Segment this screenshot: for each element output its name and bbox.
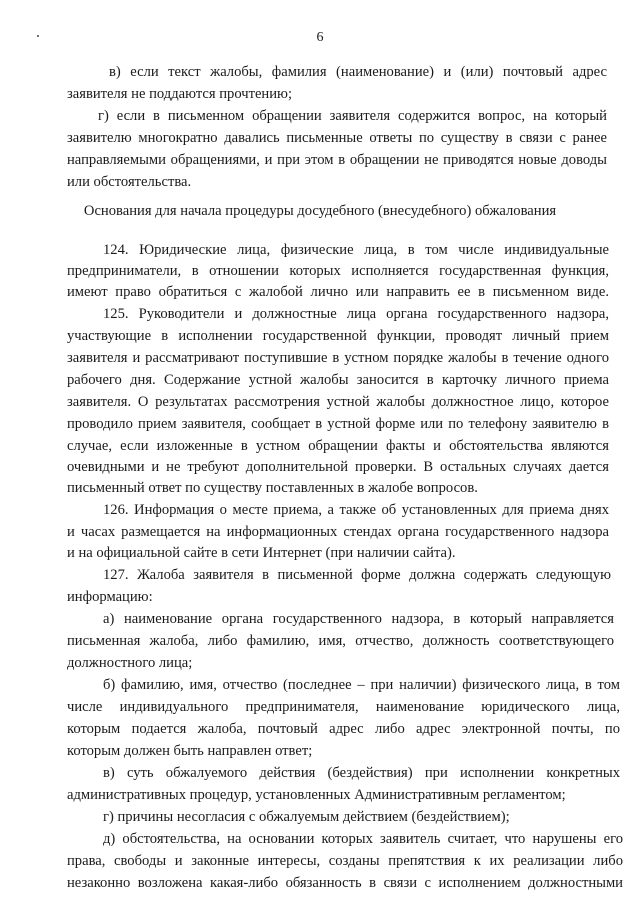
text-line: незаконно возложена какая-либо обязанность в связи с исполнением должностными (67, 875, 623, 891)
text-line: 124. Юридические лица, физические лица, в том числе индивидуальные (103, 242, 609, 258)
text-line: письменный ответ по существу поставленных в жалобе вопросов. (67, 480, 478, 496)
text-line: 126. Информация о месте приема, а также об установленных для приема днях (103, 502, 609, 518)
text-line: проводило прием заявителя, сообщает в устной форме или по телефону заявителю в (67, 416, 609, 432)
text-line: и на официальной сайте в сети Интернет (при наличии сайта). (67, 545, 456, 561)
text-line: и часах размещается на информационных стендах органа государственного надзора (67, 524, 609, 540)
text-line: г) если в письменном обращении заявителя содержится вопрос, на который (98, 108, 607, 124)
text-line: г) причины несогласия с обжалуемым действием (бездействием); (103, 809, 510, 825)
text-line: направляемыми обращениями, и при этом в обращении не приводятся новые доводы (67, 152, 607, 168)
text-line: очевидными и не требуют дополнительной проверки. В остальных случаях дается (67, 459, 609, 475)
text-line: участвующие в исполнении государственной функции, проводят личный прием (67, 328, 609, 344)
text-line: числе индивидуального предпринимателя, наименование юридического лица, (67, 699, 620, 715)
section-heading: Основания для начала процедуры досудебного (внесудебного) обжалования (83, 203, 557, 219)
text-line: или обстоятельства. (67, 174, 192, 190)
text-line: а) наименование органа государственного надзора, в который направляется (103, 611, 614, 627)
text-line: д) обстоятельства, на основании которых заявитель считает, что нарушены его (103, 831, 623, 847)
text-line: случае, если изложенные в устном обращении факты и обстоятельства являются (67, 438, 609, 454)
text-line: заявителя. О результатах рассмотрения устной жалобы должностное лицо, которое (67, 394, 609, 410)
text-line: предприниматели, в отношении которых исполняется государственная функция, (67, 263, 609, 279)
text-line: права, свободы и законные интересы, созданы препятствия к их реализации либо (67, 853, 623, 869)
text-line: в) суть обжалуемого действия (бездействия) при исполнении конкретных (103, 765, 620, 781)
text-line: письменная жалоба, либо фамилию, имя, отчество, должность соответствующего (67, 633, 614, 649)
text-line: которым должен быть направлен ответ; (67, 743, 313, 759)
text-line: заявителя и рассматривают поступившие в устном порядке жалобы в течение одного (67, 350, 609, 366)
text-line: заявителю многократно давались письменные ответы по существу в связи с ранее (67, 130, 607, 146)
text-line: заявителя не поддаются прочтению; (67, 86, 293, 102)
text-line: в) если текст жалобы, фамилия (наименование) и (или) почтовый адрес (109, 64, 607, 80)
text-line: 127. Жалоба заявителя в письменной форме должна содержать следующую (103, 567, 611, 583)
text-line: информацию: (67, 589, 153, 605)
text-line: имеют право обратиться с жалобой лично или направить ее в письменном виде. (67, 284, 609, 300)
page-number: 6 (316, 30, 324, 45)
text-line: б) фамилию, имя, отчество (последнее – при наличии) физического лица, в том (103, 677, 620, 693)
text-line: которым подается жалоба, почтовый адрес либо адрес электронной почты, по (67, 721, 620, 737)
text-line: должностного лица; (67, 655, 193, 671)
text-line: рабочего дня. Содержание устной жалобы заносится в карточку личного приема (67, 372, 609, 388)
text-line: 125. Руководители и должностные лица органа государственного надзора, (103, 306, 609, 322)
text-line: административных процедур, установленных Административным регламентом; (67, 787, 566, 803)
